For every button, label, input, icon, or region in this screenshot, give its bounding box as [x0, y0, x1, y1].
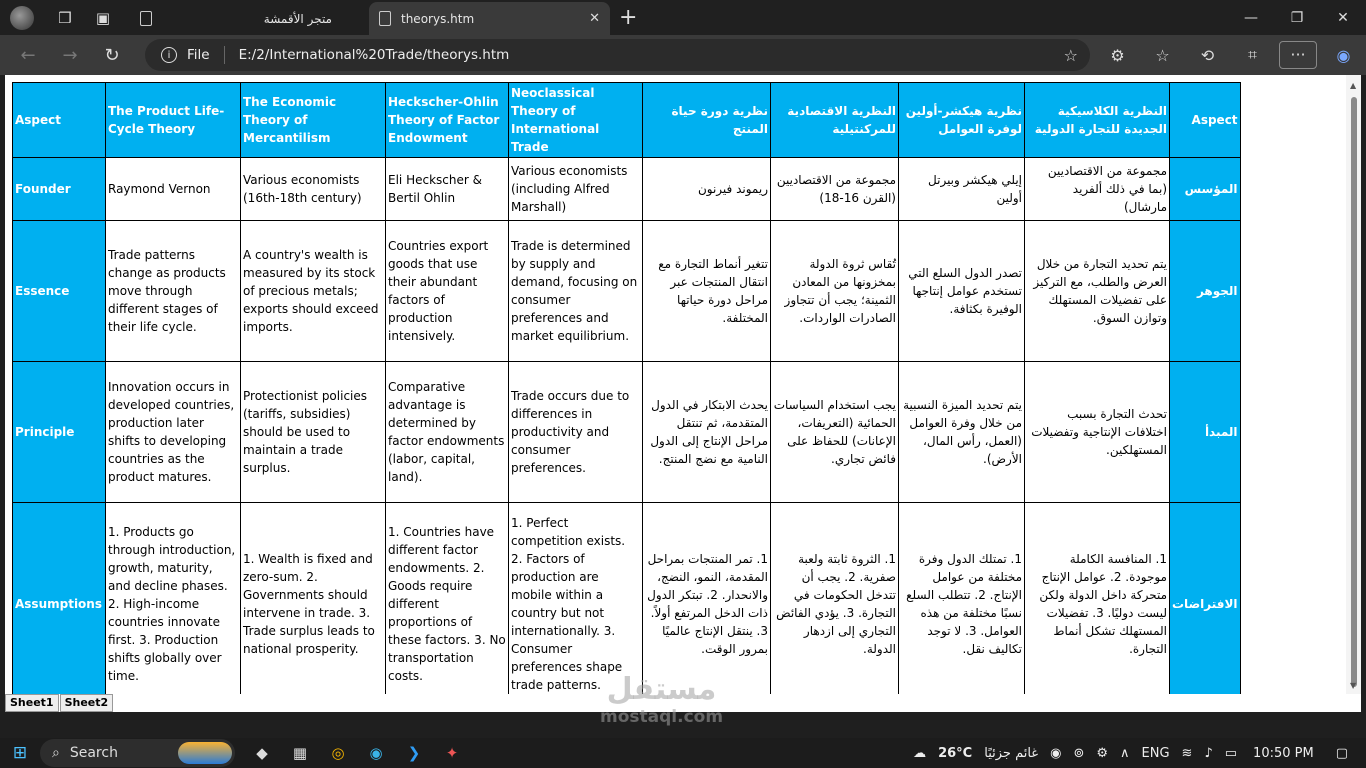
header-mercantilism-ar: النظرية الاقتصادية للمركنتيلية	[771, 83, 899, 158]
taskbar	[0, 738, 1366, 768]
new-tab-icon[interactable]: +	[619, 5, 638, 30]
table-cell: 1. Wealth is fixed and zero-sum. 2. Governments should intervene in trade. 3. Trade surplus leads to national prosperity.	[241, 503, 386, 695]
network-icon[interactable]: ⊚	[1073, 745, 1085, 761]
chrome-icon[interactable]: ◎	[331, 744, 345, 762]
page-icon	[379, 11, 391, 26]
table-cell: تحدث التجارة بسبب اختلافات الإنتاجية وتفضيلات المستهلكين.	[1025, 362, 1170, 503]
header-neoclassical: Neoclassical Theory of International Trade	[509, 83, 643, 158]
table-cell: Various economists (including Alfred Marshall)	[509, 158, 643, 221]
table-cell: 1. المنافسة الكاملة موجودة. 2. عوامل الإنتاج متحركة داخل الدولة ولكن ليست دوليًا. 3. تفضيلات المستهلك تشكل أنماط التجارة.	[1025, 503, 1170, 695]
header-product-life-cycle: The Product Life-Cycle Theory	[106, 83, 241, 158]
table-cell: Trade occurs due to differences in productivity and consumer preferences.	[509, 362, 643, 503]
windows-start-icon[interactable]: ⊞	[12, 743, 28, 763]
table-cell: Various economists (16th-18th century)	[241, 158, 386, 221]
sheet-tab-2[interactable]: Sheet2	[60, 694, 114, 712]
table-cell: 1. تمتلك الدول وفرة مختلفة من عوامل الإنتاج. 2. تتطلب السلع نسبًا مختلفة من هذه العوامل. 3. لا توجد تكاليف نقل.	[899, 503, 1025, 695]
volume-icon[interactable]: ♪	[1204, 745, 1213, 761]
table-cell: 1. Countries have different factor endowments. 2. Goods require different proportions of these factors. 3. No transportation costs.	[386, 503, 509, 695]
app-icon[interactable]: ▦	[292, 744, 308, 762]
row-aspect-ar: المبدأ	[1170, 362, 1241, 503]
vertical-scrollbar[interactable]	[1346, 75, 1361, 694]
copilot-icon[interactable]: ◉	[1336, 45, 1351, 65]
table-cell: Trade is determined by supply and demand, focusing on consumer preferences and market equilibrium.	[509, 221, 643, 362]
wifi-icon[interactable]: ≋	[1181, 745, 1193, 761]
header-heckscher-ohlin-ar: نظرية هيكشر-أولين لوفرة العوامل	[899, 83, 1025, 158]
table-cell: إيلي هيكشر وبيرتل أولين	[899, 158, 1025, 221]
refresh-icon[interactable]: ↻	[104, 44, 120, 66]
language-indicator[interactable]: ENG	[1141, 745, 1170, 761]
row-aspect-ar: الجوهر	[1170, 221, 1241, 362]
tab-title: متجر الأقمشة	[263, 11, 332, 26]
taskbar-search[interactable]	[40, 739, 235, 767]
search-placeholder: Search	[69, 745, 118, 761]
table-row	[13, 158, 1241, 221]
scrollbar-thumb[interactable]	[1351, 97, 1357, 687]
sheet-tab-1[interactable]: Sheet1	[5, 694, 59, 712]
row-aspect: Assumptions	[13, 503, 106, 695]
profile-avatar[interactable]	[10, 6, 34, 30]
workspaces-icon[interactable]: ❒	[58, 8, 72, 27]
table-cell: 1. Products go through introduction, growth, maturity, and decline phases. 2. High-income countries innovate first. 3. Production shifts globally over time.	[106, 503, 241, 695]
tab-fabric-store[interactable]	[130, 2, 362, 35]
header-heckscher-ohlin: Heckscher-Ohlin Theory of Factor Endowment	[386, 83, 509, 158]
theories-table	[12, 82, 1241, 694]
table-cell: تتغير أنماط التجارة مع انتقال المنتجات عبر مراحل دورة حياتها المختلفة.	[643, 221, 771, 362]
browser-toolbar	[0, 35, 1366, 75]
info-icon[interactable]: i	[161, 47, 177, 63]
tab-theorys[interactable]	[369, 2, 610, 35]
table-cell: Trade patterns change as products move through different stages of their life cycle.	[106, 221, 241, 362]
header-neoclassical-ar: النظرية الكلاسيكية الجديدة للتجارة الدولية	[1025, 83, 1170, 158]
page-viewport	[5, 75, 1361, 694]
table-cell: تصدر الدول السلع التي تستخدم عوامل إنتاجها الوفيرة بكثافة.	[899, 221, 1025, 362]
vscode-icon[interactable]: ❯	[407, 744, 421, 762]
edge-icon[interactable]: ◉	[369, 744, 383, 762]
table-cell: Eli Heckscher & Bertil Ohlin	[386, 158, 509, 221]
sheet-tabs	[5, 694, 1361, 712]
table-cell: تُقاس ثروة الدولة بمخزونها من المعادن الثمينة؛ يجب أن تتجاوز الصادرات الواردات.	[771, 221, 899, 362]
extensions-icon[interactable]: ⚙	[1110, 45, 1125, 65]
search-highlight-image	[178, 742, 232, 764]
tab-actions-icon[interactable]: ▣	[95, 8, 111, 27]
settings-icon[interactable]: ⚙	[1096, 745, 1109, 761]
address-divider	[224, 46, 225, 64]
table-cell: Countries export goods that use their abundant factors of production intensively.	[386, 221, 509, 362]
show-hidden-icon[interactable]: ∧	[1120, 745, 1130, 761]
toolbar-right	[1095, 35, 1366, 75]
table-row	[13, 362, 1241, 503]
app-icon-red[interactable]: ✦	[445, 744, 459, 762]
row-aspect: Founder	[13, 158, 106, 221]
header-row	[13, 83, 1241, 158]
header-aspect-ar: Aspect	[1170, 83, 1241, 158]
row-aspect: Essence	[13, 221, 106, 362]
address-url[interactable]: E:/2/International%20Trade/theorys.htm	[238, 47, 510, 63]
minimize-icon[interactable]: —	[1244, 9, 1258, 26]
scroll-up-icon[interactable]: ▲	[1350, 81, 1357, 90]
window-controls	[1228, 0, 1366, 35]
address-bar[interactable]	[145, 39, 1090, 71]
table-cell: Protectionist policies (tariffs, subsidies) should be used to maintain a trade surplus.	[241, 362, 386, 503]
header-aspect-en: Aspect	[13, 83, 106, 158]
row-aspect-ar: المؤسس	[1170, 158, 1241, 221]
forward-icon[interactable]: →	[62, 44, 78, 66]
history-icon[interactable]: ⟲	[1200, 45, 1215, 65]
table-cell: ريموند فيرنون	[643, 158, 771, 221]
page-icon	[140, 11, 152, 26]
table-cell: يحدث الابتكار في الدول المتقدمة، ثم تنتقل مراحل الإنتاج إلى الدول النامية مع نضج المنتج.	[643, 362, 771, 503]
battery-icon[interactable]: ▭	[1224, 745, 1238, 761]
table-cell: 1. الثروة ثابتة ولعبة صفرية. 2. يجب أن تتدخل الحكومات في التجارة. 3. يؤدي الفائض التجاري إلى ازدهار الدولة.	[771, 503, 899, 695]
restore-icon[interactable]: ❐	[1290, 9, 1304, 26]
watermark-arabic: مستقل	[606, 672, 717, 707]
back-icon[interactable]: ←	[20, 44, 36, 66]
title-bar	[0, 0, 1366, 35]
table-row	[13, 503, 1241, 695]
favorite-star-icon[interactable]: ☆	[1063, 45, 1078, 65]
table-cell: يتم تحديد التجارة من خلال العرض والطلب، مع التركيز على تفضيلات المستهلك وتوازن السوق.	[1025, 221, 1170, 362]
row-aspect-ar: الافتراضات	[1170, 503, 1241, 695]
weather-icon[interactable]: ☁	[913, 745, 927, 761]
table-cell: يتم تحديد الميزة النسبية من خلال وفرة العوامل (العمل، رأس المال، الأرض).	[899, 362, 1025, 503]
row-aspect: Principle	[13, 362, 106, 503]
taskbar-gap	[0, 712, 1366, 738]
table-cell: 1. Perfect competition exists. 2. Factors of production are mobile within a country but not internationally. 3. Consumer preferences shape trade patterns.	[509, 503, 643, 695]
tab-title: theorys.htm	[401, 11, 475, 26]
favorites-icon[interactable]: ☆	[1155, 45, 1170, 65]
record-icon[interactable]: ◉	[1050, 745, 1062, 761]
temperature[interactable]: 26°C	[938, 745, 973, 761]
table-cell: Comparative advantage is determined by factor endowments (labor, capital, land).	[386, 362, 509, 503]
header-mercantilism: The Economic Theory of Mercantilism	[241, 83, 386, 158]
watermark-url: mostaql.com	[600, 707, 724, 727]
clock[interactable]: 10:50 PM	[1253, 745, 1314, 761]
header-product-life-cycle-ar: نظرية دورة حياة المنتج	[643, 83, 771, 158]
weather-status[interactable]: غائم جزئيًا	[984, 745, 1039, 761]
address-scheme-label: File	[187, 47, 210, 63]
screenshot-icon[interactable]: ⌗	[1247, 45, 1257, 64]
system-tray	[907, 738, 1366, 768]
table-cell: Innovation occurs in developed countries, production later shifts to developing countries as the product matures.	[106, 362, 241, 503]
table-row	[13, 221, 1241, 362]
close-window-icon[interactable]: ✕	[1337, 9, 1349, 26]
table-cell: مجموعة من الاقتصاديين (بما في ذلك ألفريد مارشال)	[1025, 158, 1170, 221]
table-cell: 1. تمر المنتجات بمراحل المقدمة، النمو، النضج، والانحدار. 2. تبتكر الدول ذات الدخل المرتفع أولاً. 3. ينتقل الإنتاج عالميًا بمرور الوقت.	[643, 503, 771, 695]
copilot-app-icon[interactable]: ◆	[256, 744, 268, 762]
notifications-icon[interactable]: ▢	[1335, 745, 1348, 761]
table-cell: A country's wealth is measured by its stock of precious metals; exports should exceed imports.	[241, 221, 386, 362]
settings-menu-icon[interactable]: ···	[1279, 41, 1317, 69]
table-cell: Raymond Vernon	[106, 158, 241, 221]
table-cell: مجموعة من الاقتصاديين (القرن 16-18)	[771, 158, 899, 221]
close-tab-icon[interactable]: ✕	[589, 11, 600, 26]
search-icon: ⌕	[52, 745, 60, 761]
scroll-down-icon[interactable]: ▼	[1350, 681, 1357, 690]
table-cell: يجب استخدام السياسات الحمائية (التعريفات، الإعانات) للحفاظ على فائض تجاري.	[771, 362, 899, 503]
